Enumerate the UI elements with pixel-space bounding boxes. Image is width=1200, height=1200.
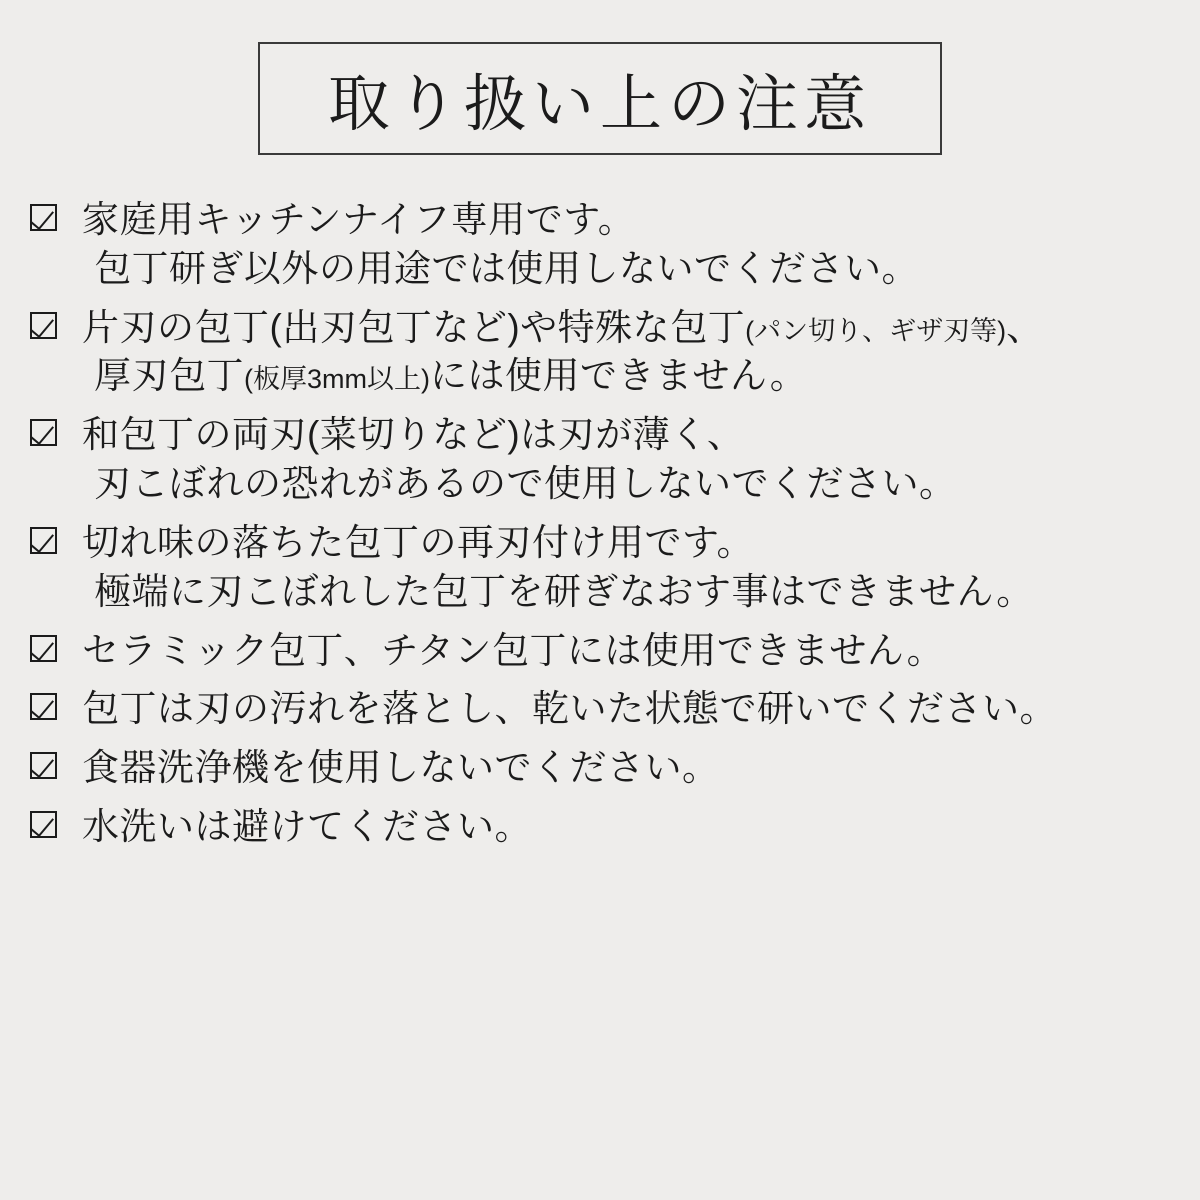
checkbox-checked-icon [30, 635, 57, 662]
notice-text-segment: 和包丁の両刃(菜切りなど)は刃が薄く、 [82, 414, 745, 456]
checkbox-column [30, 803, 82, 838]
checkbox-checked-icon [30, 527, 57, 554]
checkbox-column [30, 196, 82, 231]
checkbox-column [30, 411, 82, 446]
notice-text-segment: には使用できません。 [429, 355, 808, 397]
notice-text-segment: 片刃の包丁(出刃包丁など)や特殊な包丁 [82, 306, 746, 348]
checkbox-column [30, 627, 82, 662]
checkbox-checked-icon [30, 693, 57, 720]
checkbox-checked-icon [30, 312, 57, 339]
page-title: 取り扱い上の注意 [327, 70, 872, 139]
notice-text [82, 352, 807, 401]
checkbox-checked-icon [30, 752, 57, 779]
notice-text [82, 304, 1044, 353]
notice-text-segment: 刃こぼれの恐れがあるので使用しないでください。 [94, 463, 957, 505]
notice-item [30, 196, 1180, 294]
notice-text [82, 196, 635, 245]
checkbox-column [30, 685, 82, 720]
checkbox-checked-icon [30, 419, 57, 446]
notice-text [82, 245, 919, 294]
notice-text-segment: 、 [1006, 306, 1044, 348]
notice-text [82, 685, 1057, 734]
notice-text-segment: 切れ味の落ちた包丁の再刃付け用です。 [82, 521, 755, 563]
notice-text [82, 411, 744, 460]
notice-line-primary [30, 304, 1180, 353]
notice-text-segment: 厚刃包丁 [94, 355, 244, 397]
notice-text-small: (板厚3mm以上) [244, 364, 430, 395]
notice-text [82, 803, 532, 852]
notice-line-primary [30, 744, 1180, 793]
notice-item [30, 803, 1180, 852]
checkbox-column [30, 519, 82, 554]
notice-text [82, 627, 944, 676]
notice-item [30, 304, 1180, 402]
notice-line-primary [30, 519, 1180, 568]
notice-text [82, 568, 1034, 617]
notice-text-segment: 食器洗浄機を使用しないでください。 [82, 747, 720, 789]
notice-text [82, 519, 754, 568]
notice-line-primary [30, 196, 1180, 245]
notice-text-small: (パン切り、ギザ刃等) [745, 315, 1007, 346]
notice-item [30, 411, 1180, 509]
checkbox-column [30, 304, 82, 339]
notice-text [82, 460, 957, 509]
notice-item [30, 519, 1180, 617]
notice-list [30, 196, 1180, 862]
notice-line-continued [30, 460, 1180, 509]
notice-text-segment: セラミック包丁、チタン包丁には使用できません。 [82, 629, 945, 671]
notice-line-primary [30, 627, 1180, 676]
notice-text-segment: 家庭用キッチンナイフ専用です。 [82, 199, 636, 240]
notice-text-segment: 極端に刃こぼれした包丁を研ぎなおす事はできません。 [94, 570, 1034, 612]
notice-text-segment: 水洗いは避けてください。 [82, 806, 532, 848]
notice-line-continued [30, 568, 1180, 617]
checkbox-column [30, 744, 82, 779]
notice-text [82, 744, 720, 793]
notice-line-continued [30, 245, 1180, 294]
notice-item [30, 685, 1180, 734]
page-title-box [258, 42, 942, 155]
notice-item [30, 627, 1180, 676]
notice-line-primary [30, 685, 1180, 734]
notice-text-segment: 包丁研ぎ以外の用途では使用しないでください。 [94, 247, 919, 289]
notice-line-primary [30, 411, 1180, 460]
notice-line-primary [30, 803, 1180, 852]
notice-text-segment: 包丁は刃の汚れを落とし、乾いた状態で研いでください。 [82, 688, 1057, 730]
notice-line-continued [30, 352, 1180, 401]
checkbox-checked-icon [30, 204, 57, 231]
checkbox-checked-icon [30, 811, 57, 838]
notice-item [30, 744, 1180, 793]
